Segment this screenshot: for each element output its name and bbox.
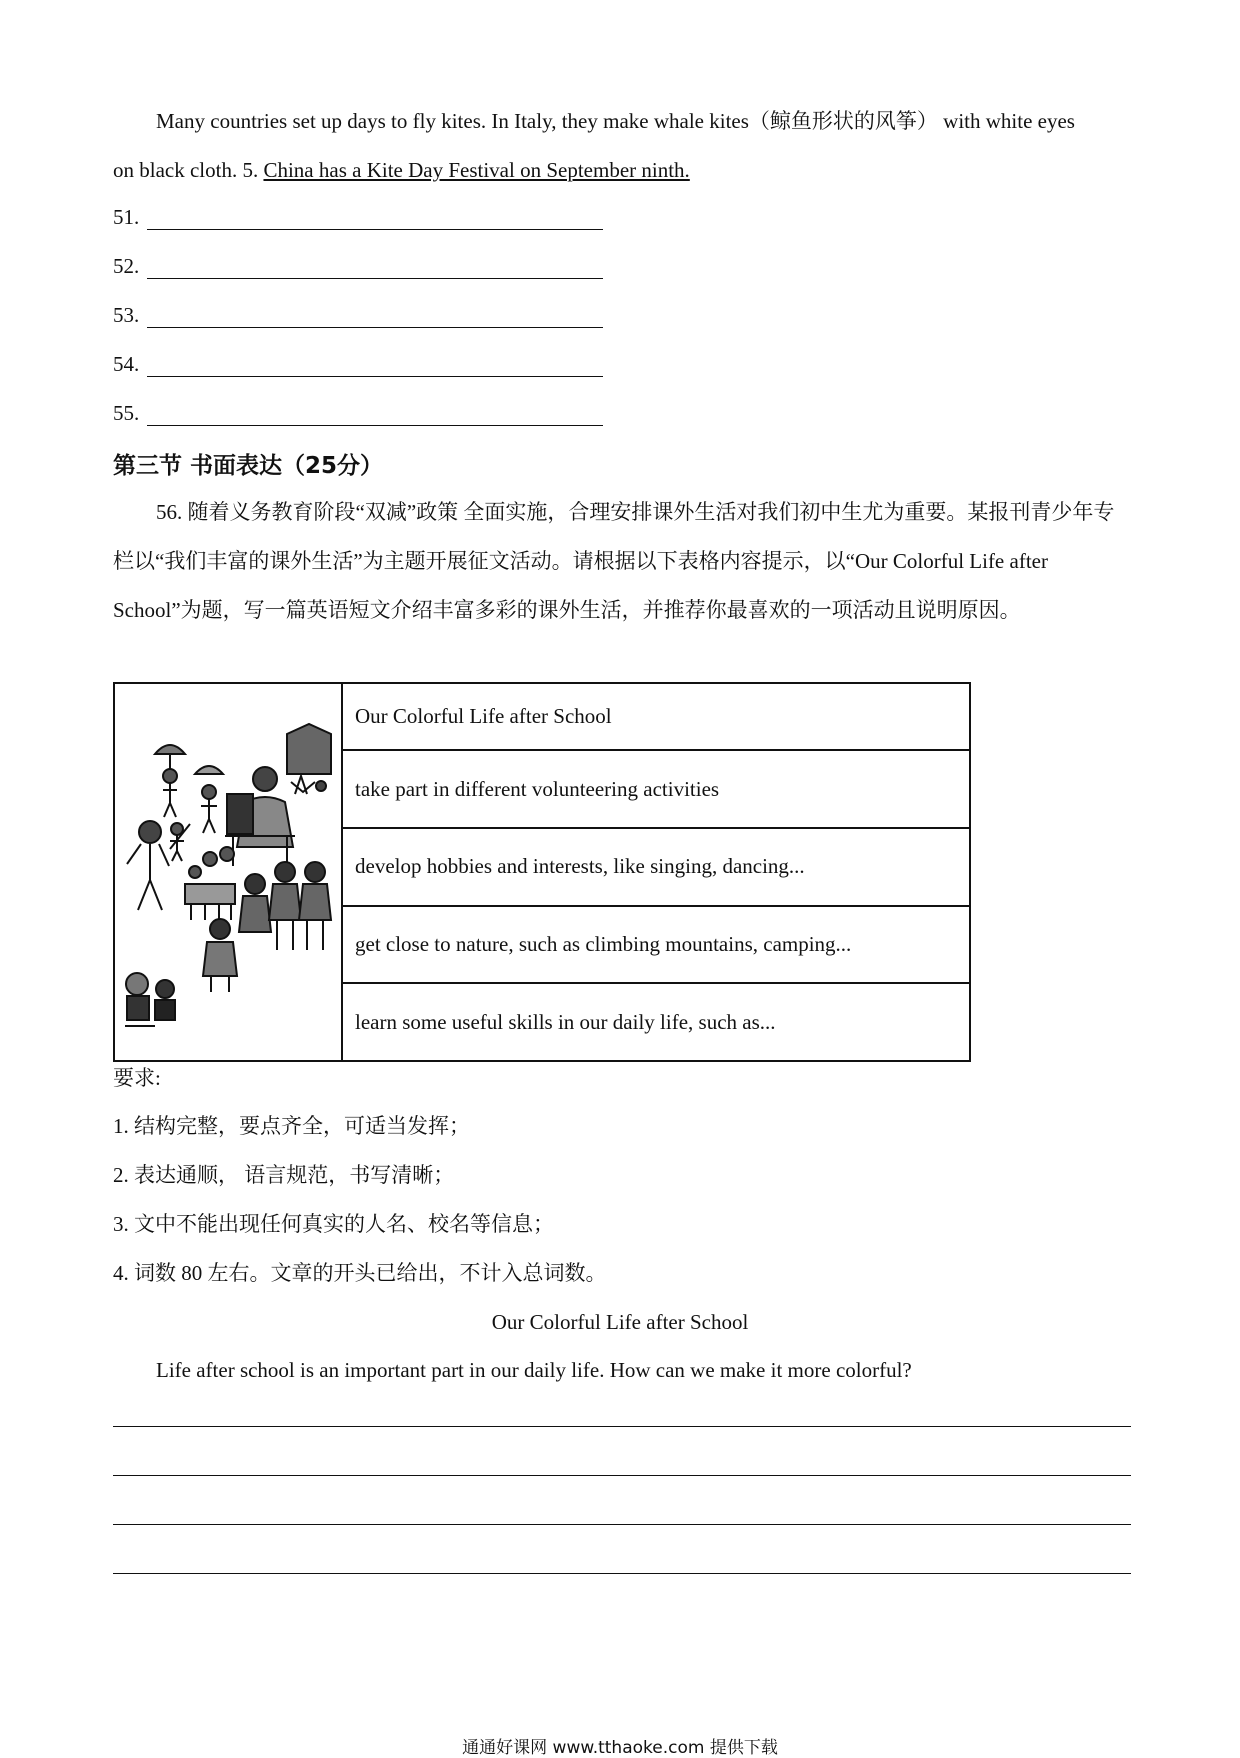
- blank-line: [147, 229, 603, 230]
- section-title: 第三节 书面表达（25分）: [113, 453, 384, 479]
- blank-number: 55.: [113, 401, 140, 425]
- outline-row: take part in different volunteering activities: [342, 750, 970, 828]
- answer-blank-53[interactable]: [113, 294, 603, 334]
- writing-line[interactable]: [113, 1426, 1131, 1427]
- passage-line-1: Many countries set up days to fly kites. In Italy, they make whale kites（鲸鱼形状的风筝） with white eyes: [156, 109, 1075, 133]
- passage-line-2: on black cloth. 5.: [113, 158, 264, 182]
- outline-row: develop hobbies and interests, like singing, dancing...: [342, 828, 970, 906]
- blank-number: 54.: [113, 352, 140, 376]
- writing-line[interactable]: [113, 1475, 1131, 1476]
- illustration-cell: [114, 683, 342, 1061]
- requirement-item: 1. 结构完整，要点齐全，可适当发挥；: [113, 1114, 470, 1138]
- outline-row: Our Colorful Life after School: [342, 683, 970, 750]
- passage-paragraph: [113, 97, 1128, 195]
- writing-line[interactable]: [113, 1524, 1131, 1525]
- requirements-title: 要求:: [113, 1066, 161, 1090]
- essay-opening: Life after school is an important part in our daily life. How can we make it more colorful?: [156, 1358, 912, 1382]
- writing-prompt: [113, 488, 1128, 635]
- requirement-item: 4. 词数 80 左右。文章的开头已给出，不计入总词数。: [113, 1261, 607, 1285]
- outline-table: [113, 682, 971, 1062]
- answer-blank-54[interactable]: [113, 343, 603, 383]
- writing-prompt-text: 56. 随着义务教育阶段“双减”政策 全面实施，合理安排课外生活对我们初中生尤为重要。某报刊青少年专栏以“我们丰富的课外生活”为主题开展征文活动。请根据以下表格内容提示，以“Our Colorful Life after School”为题，写一篇英语短文介绍丰富多彩的课外生活，并推荐你最喜欢的一项活动且说明原因。: [113, 500, 1115, 622]
- blank-line: [147, 425, 603, 426]
- blank-number: 53.: [113, 303, 140, 327]
- underlined-sentence-5: China has a Kite Day Festival on September ninth.: [263, 158, 690, 182]
- blank-number: 52.: [113, 254, 140, 278]
- essay-title: Our Colorful Life after School: [491, 1310, 749, 1334]
- requirement-item: 2. 表达通顺， 语言规范，书写清晰；: [113, 1163, 455, 1187]
- answer-blank-52[interactable]: [113, 245, 603, 285]
- outline-row: learn some useful skills in our daily life, such as...: [342, 983, 970, 1061]
- outline-row: get close to nature, such as climbing mountains, camping...: [342, 906, 970, 984]
- answer-blank-51[interactable]: [113, 196, 603, 236]
- answer-blank-55[interactable]: [113, 392, 603, 432]
- page-footer: 通通好课网 www.tthaoke.com 提供下载: [462, 1738, 778, 1758]
- requirement-item: 3. 文中不能出现任何真实的人名、校名等信息；: [113, 1212, 554, 1236]
- blank-number: 51.: [113, 205, 140, 229]
- kids-activities-illustration-icon: [115, 684, 341, 1054]
- writing-line[interactable]: [113, 1573, 1131, 1574]
- blank-line: [147, 327, 603, 328]
- blank-line: [147, 376, 603, 377]
- blank-line: [147, 278, 603, 279]
